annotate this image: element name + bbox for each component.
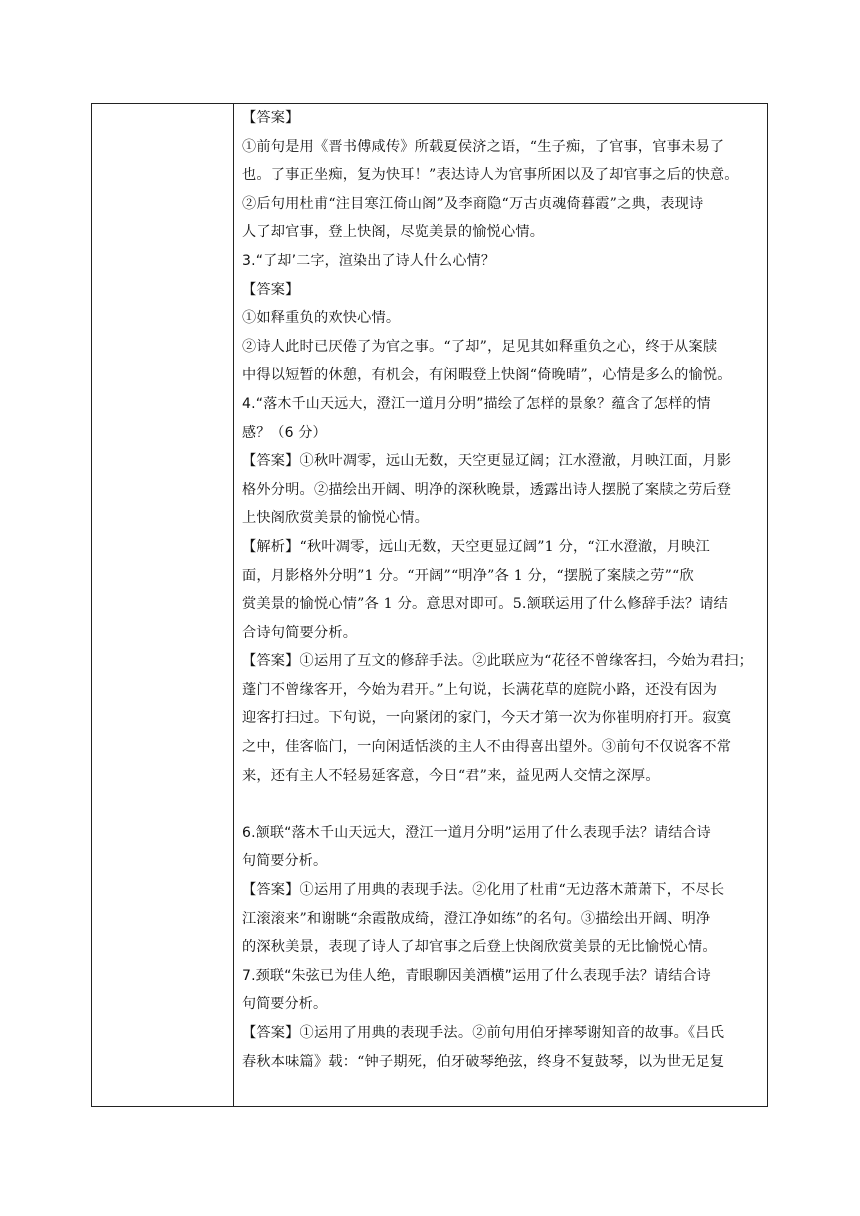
text-line: 春秋本味篇》载：“钟子期死，伯牙破琴绝弦，终身不复鼓琴，以为世无足复 — [242, 1053, 725, 1070]
question-line: 7.颈联“朱弦已为佳人绝，青眼聊因美酒横”运用了什么表现手法？请结合诗 — [242, 967, 711, 984]
text-line: 【答案】 — [242, 110, 300, 126]
text-line: 合诗句简要分析。 — [242, 624, 358, 641]
text-line: ①前句是用《晋书傅咸传》所载夏侯济之语，“生子痴，了官事，官事未易了 — [242, 138, 725, 155]
text-line: ②后句用杜甫“注目寒江倚山阁”及李商隐“万古贞魂倚暮霞”之典，表现诗 — [242, 195, 704, 212]
text-line: 江滚滚来”和谢眺“余霞散成绮，澄江净如练”的名句。③描绘出开阔、明净 — [242, 910, 711, 927]
text-line: 蓬门不曾缘客开，今始为君开。”上句说，长满花草的庭院小路，还没有因为 — [242, 681, 718, 698]
text-line: ②诗人此时已厌倦了为官之事。“了却”，足见其如释重负之心，终于从案牍 — [242, 338, 718, 355]
text-line: 格外分明。②描绘出开阔、明净的深秋晚景，透露出诗人摆脱了案牍之劳后登 — [242, 481, 732, 498]
text-line: 【答案】①秋叶凋零，远山无数，天空更显辽阔；江水澄澈，月映江面，月影 — [242, 453, 732, 470]
blank-line — [242, 790, 764, 819]
text-line: 面，月影格外分明”1 分。“开阔”“明净”各 1 分，“摆脱了案牍之劳”“欣 — [242, 567, 694, 584]
question-line: 6.颔联“落木千山天远大，澄江一道月分明”运用了什么表现手法？请结合诗 — [242, 824, 711, 841]
text-line: 人了却官事，登上快阁，尽览美景的愉悦心情。 — [242, 224, 545, 241]
text-line: ①如释重负的欢快心情。 — [242, 310, 401, 327]
text-line: 【答案】①运用了用典的表现手法。②化用了杜甫“无边落木萧萧下，不尽长 — [242, 882, 725, 899]
answer-content — [242, 104, 764, 1076]
text-line: 【答案】①运用了用典的表现手法。②前句用伯牙摔琴谢知音的故事。《吕氏 — [242, 1025, 725, 1041]
text-line: 【答案】 — [242, 281, 300, 298]
text-line: 赏美景的愉悦心情”各 1 分。意思对即可。5.颔联运用了什么修辞手法？请结 — [242, 596, 729, 613]
text-line: 来，还有主人不轻易延客意，今日“君”来，益见两人交情之深厚。 — [242, 767, 660, 784]
text-line: 也。了事正坐痴，复为快耳！”表达诗人为官事所困以及了却官事之后的快意。 — [242, 167, 739, 184]
text-line: 的深秋美景，表现了诗人了却官事之后登上快阁欣赏美景的无比愉悦心情。 — [242, 939, 717, 956]
table-column-divider — [233, 103, 234, 1107]
text-line: 之中，佳客临门，一向闲适恬淡的主人不由得喜出望外。③前句不仅说客不常 — [242, 739, 732, 756]
question-line: 4.“落木千山天远大，澄江一道月分明”描绘了怎样的景象？蕴含了怎样的情 — [242, 395, 711, 412]
question-line: 句简要分析。 — [242, 853, 328, 870]
text-line: 中得以短暂的休憩，有机会，有闲暇登上快阁“倚晚晴”，心情是多么的愉悦。 — [242, 367, 732, 384]
text-line: 【答案】①运用了互文的修辞手法。②此联应为“花径不曾缘客扫，今始为君扫； — [242, 653, 754, 670]
question-line: 3.“了却’二字，渲染出了诗人什么心情？ — [242, 252, 496, 269]
question-line: 感？（6 分） — [242, 424, 327, 441]
text-line: 迎客打扫过。下句说，一向紧闭的家门，今天才第一次为你崔明府打开。寂寞 — [242, 710, 732, 727]
text-line: 【解析】“秋叶凋零，远山无数，天空更显辽阔”1 分，“江水澄澈，月映江 — [242, 538, 710, 555]
question-line: 句简要分析。 — [242, 996, 328, 1013]
text-line: 上快阁欣赏美景的愉悦心情。 — [242, 510, 430, 527]
